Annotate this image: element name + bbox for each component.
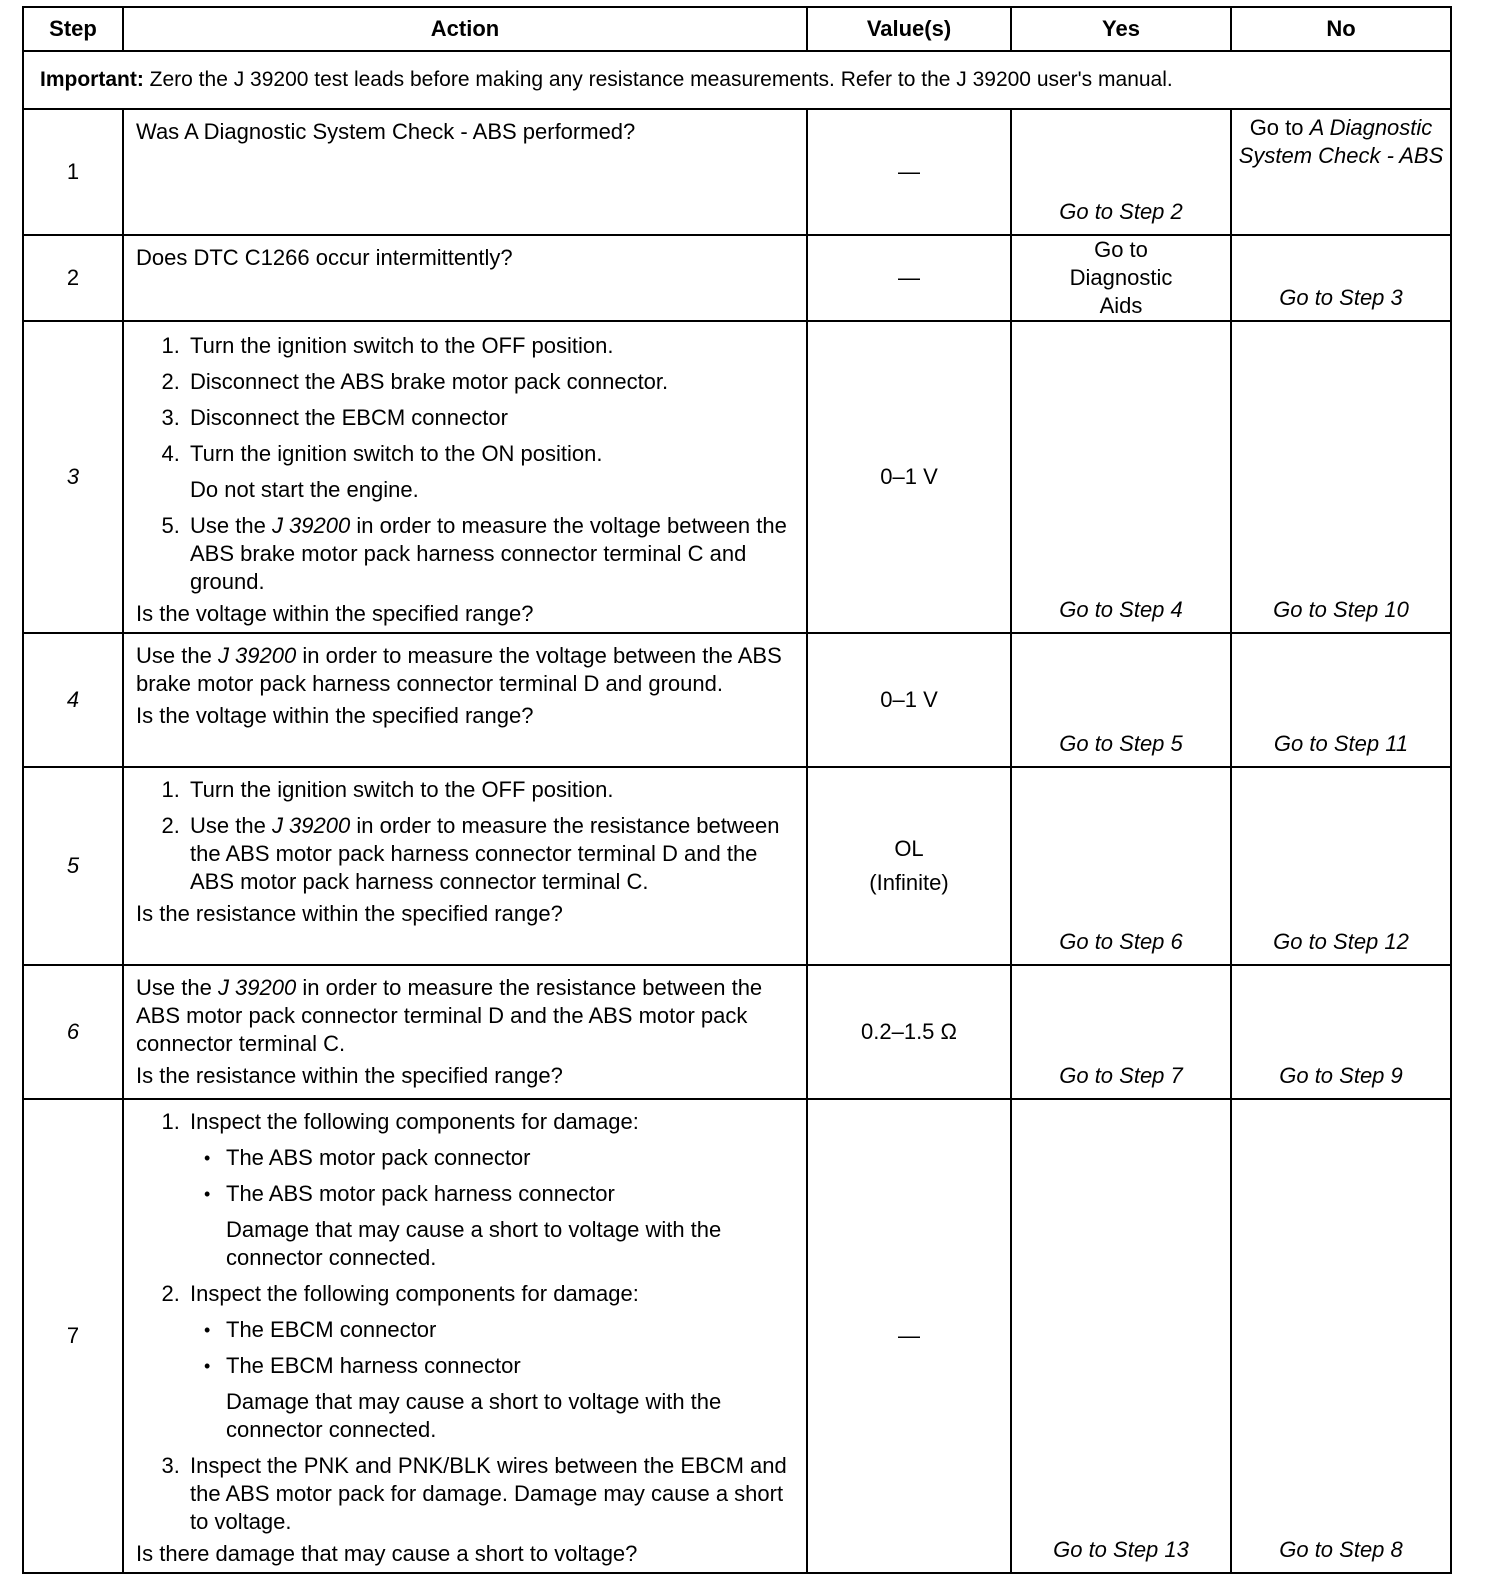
damage-note: Damage that may cause a short to voltage with the connector connected. [226,1217,722,1270]
action-cell [123,109,807,235]
important-note [23,51,1451,109]
action-cell [123,767,807,965]
important-label: Important: [40,68,144,91]
table-row-step-6 [23,965,1451,1099]
procedure-item [186,1280,794,1444]
header-step: Step [23,7,123,51]
procedure-item: 1. Turn the ignition switch to the OFF position. [186,332,794,360]
yes-cell [1011,321,1231,633]
action-text-part: Use the [136,643,218,668]
question-text: Is there damage that may cause a short to voltage? [136,1541,638,1566]
tool-reference: J 39200 [217,643,297,668]
action-cell [123,321,807,633]
action-cell [123,633,807,767]
no-link[interactable]: Go to Step 9 [1279,1063,1403,1088]
step-number: 6 [23,965,123,1099]
no-cell [1231,235,1451,321]
value-cell: 0–1 V [807,321,1011,633]
yes-cell [1011,633,1231,767]
damage-note: Damage that may cause a short to voltage with the connector connected. [226,1389,722,1442]
value-cell: — [807,109,1011,235]
procedure-item: 3. Disconnect the EBCM connector [186,404,794,432]
procedure-item-text: Inspect the following components for damage: [190,1281,639,1306]
action-cell [123,235,807,321]
procedure-item-text: Use the [190,513,272,538]
question-text: Is the voltage within the specified range? [136,601,534,626]
step-number: 1 [23,109,123,235]
procedure-list [136,1108,794,1536]
tool-reference: J 39200 [217,975,297,1000]
table-row-step-7 [23,1099,1451,1573]
yes-link[interactable]: Go to Step 5 [1059,731,1183,756]
component-item: • The EBCM harness connector [202,1352,794,1380]
component-list [190,1144,794,1208]
value-secondary: (Infinite) [869,870,949,895]
tool-reference: J 39200 [271,813,351,838]
step-number: 5 [23,767,123,965]
value-cell: 0–1 V [807,633,1011,767]
question-text: Is the resistance within the specified range? [136,1063,563,1088]
important-note-row [23,51,1451,109]
component-item: • The EBCM connector [202,1316,794,1344]
procedure-item [186,440,794,504]
action-text [136,642,794,698]
value-cell: — [807,1099,1011,1573]
header-no: No [1231,7,1451,51]
yes-link[interactable]: Go to Step 4 [1059,597,1183,622]
no-link[interactable]: Go to Step 11 [1273,731,1409,756]
value-cell [807,767,1011,965]
table-row-step-2 [23,235,1451,321]
no-link-prefix: Go to [1249,115,1310,140]
header-yes: Yes [1011,7,1231,51]
value-cell: — [807,235,1011,321]
action-text: Does DTC C1266 occur intermittently? [136,245,513,270]
no-link[interactable] [1239,115,1444,168]
yes-link[interactable]: Go to Diagnostic Aids [1069,237,1173,318]
step-number: 4 [23,633,123,767]
action-text [136,974,794,1058]
no-link[interactable]: Go to Step 12 [1273,929,1409,954]
yes-cell [1011,1099,1231,1573]
procedure-item-text: Inspect the following components for damage: [190,1109,639,1134]
yes-cell [1011,235,1231,321]
procedure-item: 3. Inspect the PNK and PNK/BLK wires between the EBCM and the ABS motor pack for damage. Damage may cause a short to voltage. [186,1452,794,1536]
action-text-part: Use the [136,975,218,1000]
no-cell [1231,633,1451,767]
procedure-item [186,812,794,896]
procedure-item-text: Use the [190,813,272,838]
action-cell [123,965,807,1099]
component-item: • The ABS motor pack harness connector [202,1180,794,1208]
value-primary: OL [894,836,924,861]
yes-cell [1011,965,1231,1099]
action-text-part: in order to measure the voltage between the ABS brake motor pack harness connector terminal D and ground. [136,643,782,696]
yes-link[interactable]: Go to Step 2 [1059,199,1183,224]
procedure-item: 1. Turn the ignition switch to the OFF position. [186,776,794,804]
tool-reference: J 39200 [271,513,351,538]
procedure-item-text: Turn the ignition switch to the ON position. [190,441,603,466]
header-values: Value(s) [807,7,1011,51]
no-link[interactable]: Go to Step 10 [1273,597,1409,622]
no-cell [1231,1099,1451,1573]
step-number: 2 [23,235,123,321]
procedure-item: 2. Disconnect the ABS brake motor pack connector. [186,368,794,396]
no-link-target: A Diagnostic System Check - ABS [1238,115,1444,168]
procedure-sub-note: Do not start the engine. [190,477,419,502]
procedure-item [186,512,794,596]
no-cell [1231,767,1451,965]
procedure-item-text: in order to measure the voltage between the ABS brake motor pack harness connector terminal C and ground. [190,513,787,594]
no-cell [1231,321,1451,633]
step-number: 3 [23,321,123,633]
value-cell: 0.2–1.5 Ω [807,965,1011,1099]
action-cell [123,1099,807,1573]
procedure-list [136,332,794,596]
diagnostic-table [22,6,1452,1574]
header-row [23,7,1451,51]
procedure-item [186,1108,794,1272]
no-link[interactable]: Go to Step 8 [1279,1537,1403,1562]
component-item: • The ABS motor pack connector [202,1144,794,1172]
header-action: Action [123,7,807,51]
procedure-item-text: in order to measure the resistance between the ABS motor pack harness connector terminal D and the ABS motor pack harness connector terminal C. [190,813,780,894]
table-row-step-1 [23,109,1451,235]
table-row-step-3 [23,321,1451,633]
action-text-part: in order to measure the resistance between the ABS motor pack connector terminal D and the ABS motor pack connector terminal C. [136,975,763,1056]
component-list [190,1316,794,1380]
no-cell [1231,109,1451,235]
action-text: Was A Diagnostic System Check - ABS performed? [136,119,636,144]
yes-link[interactable]: Go to Step 13 [1053,1537,1189,1562]
yes-link[interactable]: Go to Step 6 [1059,929,1183,954]
question-text: Is the resistance within the specified range? [136,901,563,926]
diagnostic-table-sheet [22,6,1450,1574]
yes-cell [1011,767,1231,965]
step-number: 7 [23,1099,123,1573]
table-row-step-4 [23,633,1451,767]
no-link[interactable]: Go to Step 3 [1279,285,1403,310]
yes-link[interactable]: Go to Step 7 [1059,1063,1183,1088]
important-text: Zero the J 39200 test leads before making any resistance measurements. Refer to the J 39200 user's manual. [143,68,1173,91]
no-cell [1231,965,1451,1099]
table-row-step-5 [23,767,1451,965]
question-text: Is the voltage within the specified range? [136,703,534,728]
procedure-list [136,776,794,896]
yes-cell [1011,109,1231,235]
